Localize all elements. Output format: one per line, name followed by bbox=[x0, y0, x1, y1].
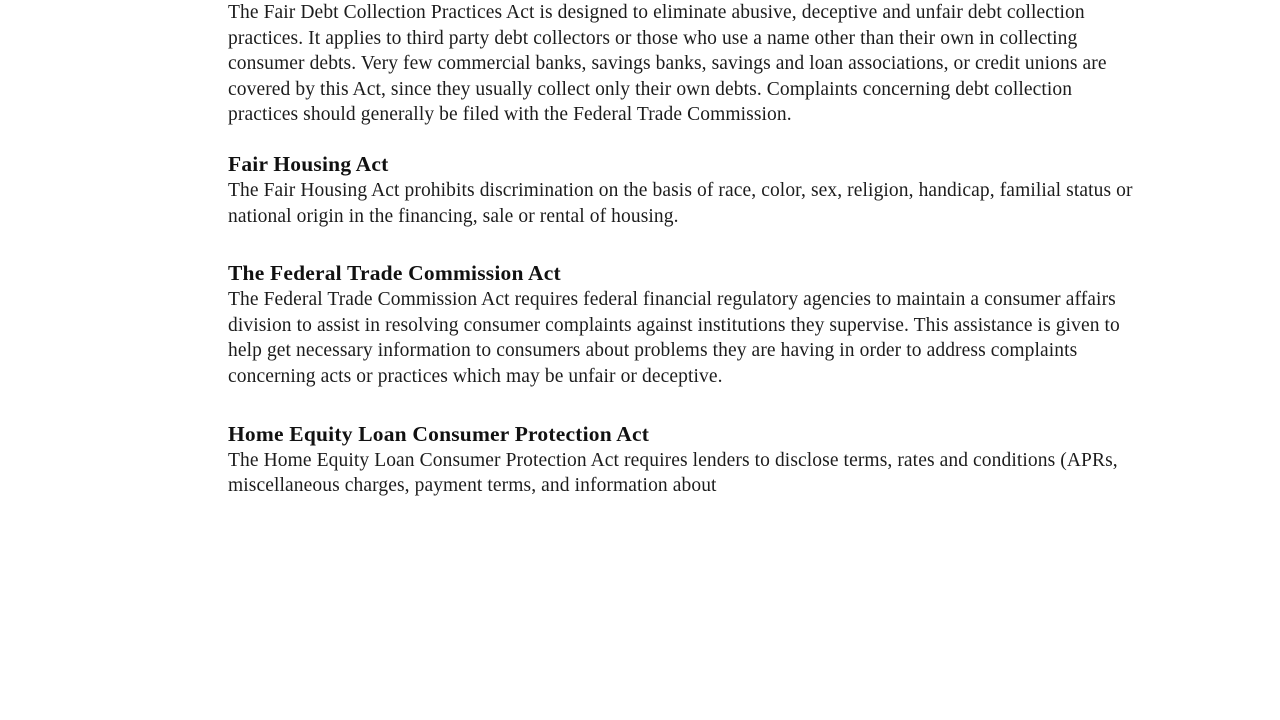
paragraph-fair-housing-act: The Fair Housing Act prohibits discrimination on the basis of race, color, sex, religion, handicap, familial status or national origin in the financing, sale or rental of housing. bbox=[228, 179, 1133, 227]
paragraph-federal-trade-commission-act: The Federal Trade Commission Act requires federal financial regulatory agencies to maintain a consumer affairs division to assist in resolving consumer complaints against institutions they supervise. This assistance is given to help get necessary information to consumers about problems they are having in order to address complaints concerning acts or practices which may be unfair or deceptive. bbox=[228, 289, 1120, 387]
paragraph-home-equity-loan-consumer-protection-act: The Home Equity Loan Consumer Protection Act requires lenders to disclose terms, rates and conditions (APRs, miscellaneous charges, payment terms, and information about bbox=[228, 449, 1118, 497]
section-fair-housing-act bbox=[228, 150, 1140, 178]
paragraph-fair-debt-collection: The Fair Debt Collection Practices Act is designed to eliminate abusive, deceptive and unfair debt collection practices. It applies to third party debt collectors or those who use a name other than their own in collecting consumer debts. Very few commercial banks, savings banks, savings and loan associations, or credit unions are covered by this Act, since they usually collect only their own debts. Complaints concerning debt collection practices should generally be filed with the Federal Trade Commission. bbox=[228, 2, 1107, 126]
section-federal-trade-commission-act bbox=[228, 259, 1140, 287]
heading-fair-housing-act: Fair Housing Act bbox=[228, 151, 389, 176]
section-home-equity-loan-consumer-protection-act bbox=[228, 420, 1140, 448]
document-body bbox=[228, 0, 1140, 499]
heading-home-equity-loan-consumer-protection-act: Home Equity Loan Consumer Protection Act bbox=[228, 421, 650, 446]
heading-federal-trade-commission-act: The Federal Trade Commission Act bbox=[228, 261, 561, 286]
